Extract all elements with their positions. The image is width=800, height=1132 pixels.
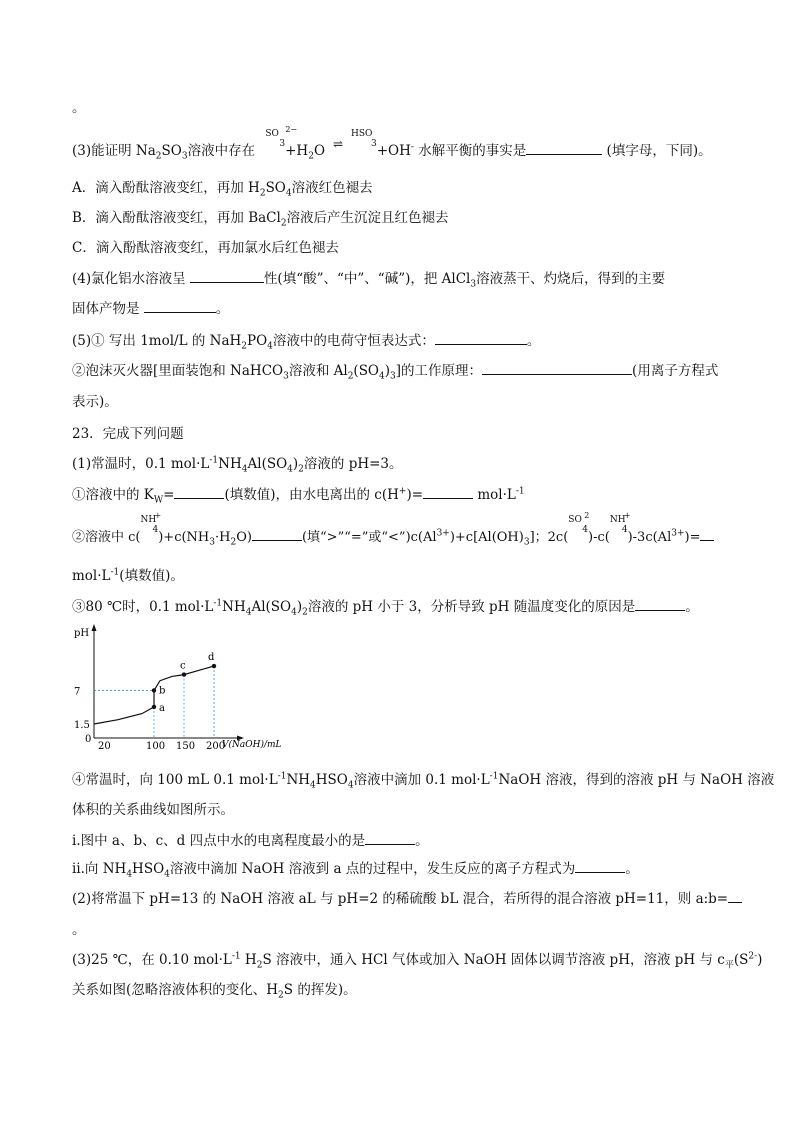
- x-tick-label: 0: [85, 734, 92, 745]
- question-23-1-conservation-cont: $mol\cdot L^{-1}$(填数值)。: [72, 567, 184, 584]
- answer-blank[interactable]: [728, 888, 742, 903]
- answer-blank[interactable]: [482, 360, 632, 375]
- point-c: [182, 672, 186, 676]
- x-tick-label: 20: [98, 741, 111, 752]
- question-23-title: 23．完成下列问题: [72, 426, 184, 442]
- option-a: A．滴入酚酞溶液变红，再加 $H_2SO_4$溶液红色褪去: [72, 180, 373, 199]
- point-label-a: a: [159, 702, 165, 714]
- question-3-h2s-cont: 关系如图(忽略溶液体积的变化、$H_2S$ 的挥发)。: [72, 982, 357, 1001]
- question-5-2-cont: 表示)。: [72, 394, 118, 410]
- sulfate-ion: SO 2 4: [568, 511, 590, 535]
- question-3-hydrolysis: (3)能证明 $Na_2SO_3$溶液中存在 SO 2− 3 $+H_2O$ ⇌ HSO 3 +OH- 水解平衡的事实是 (填字母，下同)。: [72, 125, 712, 162]
- equilibrium-arrow: ⇌: [332, 137, 344, 151]
- answer-blank[interactable]: [526, 140, 602, 155]
- question-23-1-temperature: ③80 ℃时，0.1 $mol\cdot L^{-1}NH_4Al(SO_4)_2$溶液的 pH 小于 3，分析导致 pH 随温度变化的原因是 。: [72, 596, 699, 617]
- question-23-1-conservation: ②溶液中 c( NH + 4 )$+c(NH_3\cdot H_2O)$ (填“>”“=”或“$<”)c(Al^{3+})+c[Al(OH)_3]$；2c( SO 2 4 )-c( NH + 4 )$-3c(Al^{3+})=$: [72, 524, 714, 548]
- x-tick-label: 100: [146, 741, 166, 752]
- option-c: C．滴入酚酞溶液变红，再加氯水后红色褪去: [72, 240, 339, 256]
- point-d: [212, 664, 216, 668]
- tick-labels: [74, 686, 225, 752]
- option-b: B．滴入酚酞溶液变红，再加 BaCl$_2$溶液后产生沉淀且红色褪去: [72, 210, 449, 229]
- y-tick-label: 7: [74, 686, 81, 698]
- question-5-1: (5)① 写出 1mol/L 的 $NaH_2PO_4$溶液中的电荷守恒表达式： 。: [72, 330, 540, 351]
- answer-blank[interactable]: [252, 526, 302, 541]
- y-tick-label: 1.5: [74, 720, 90, 731]
- bisulfite-ion: HSO 3: [351, 129, 377, 149]
- sub-question-ii: ⅱ.向 $NH_4HSO_4$溶液中滴加 NaOH 溶液到 a 点的过程中，发生反应的离子方程式为 。: [72, 858, 639, 879]
- answer-blank[interactable]: [190, 268, 264, 283]
- y-axis-arrow: [92, 624, 97, 631]
- answer-blank[interactable]: [365, 830, 415, 845]
- x-axis-label: V(NaOH)/mL: [222, 740, 282, 750]
- question-23-1-kw: ①溶液中的 $K_W=$ (填数值)，由水电离出的 $c(H^+)= mol\cdot L^{-1}$: [72, 484, 525, 505]
- answer-blank[interactable]: [144, 298, 216, 313]
- ammonium-ion: NH + 4: [140, 511, 162, 535]
- question-4: (4)氯化铝水溶液呈 性(填“酸”、“中”、“碱”)，把 AlCl$_3$溶液蒸干、灼烧后，得到的主要: [72, 268, 665, 289]
- answer-blank[interactable]: [174, 484, 224, 499]
- question-4-cont: 固体产物是 。: [72, 298, 229, 319]
- question-2-mixing: (2)将常温下 pH=13 的 NaOH 溶液 aL 与 pH=2 的稀硫酸 bL 混合，若所得的混合溶液 pH=11，则 a:b=: [72, 888, 742, 909]
- point-a: [152, 705, 156, 709]
- answer-blank[interactable]: [575, 858, 625, 873]
- point-label-c: c: [180, 660, 186, 672]
- point-b: [152, 688, 156, 692]
- line-period: 。: [72, 100, 86, 116]
- answer-blank[interactable]: [435, 330, 527, 345]
- question-23-1-titration-cont: 体积的关系曲线如图所示。: [72, 802, 234, 818]
- sub-question-i: ⅰ.图中 a、b、c、d 四点中水的电离程度最小的是 。: [72, 830, 429, 851]
- point-label-d: d: [208, 652, 215, 664]
- answer-blank[interactable]: [635, 596, 685, 611]
- point-label-b: b: [159, 685, 166, 697]
- y-axis-label: pH: [74, 628, 90, 639]
- question-2-mixing-cont: 。: [72, 922, 86, 938]
- titration-chart: [72, 620, 282, 752]
- ammonium-ion: NH + 4: [609, 511, 631, 535]
- sulfite-ion: SO 2− 3: [265, 125, 298, 149]
- answer-blank[interactable]: [700, 526, 714, 541]
- x-tick-label: 200: [206, 741, 226, 752]
- question-23-1-titration: ④常温时，向 100 mL 0.1 $mol\cdot L^{-1}NH_4HSO_4$溶液中滴加 0.1 $mol\cdot L^{-1}NaOH$ 溶液，得到的溶液 pH 与 NaOH 溶液: [72, 771, 775, 791]
- question-23-1: (1)常温时，0.1 $mol\cdot L^{-1}NH_4Al(SO_4)_2$溶液的 pH=3。: [72, 455, 403, 475]
- question-3-h2s: (3)25 ℃，在 0.10 $mol\cdot L^{-1}$ $H_2S$ 溶液中，通入 HCl 气体或加入 NaOH 固体以调节溶液 pH，溶液 pH 与 $c_平(S^{2-})$: [72, 951, 763, 971]
- answer-blank[interactable]: [423, 484, 473, 499]
- question-5-2: ②泡沫灭火器[里面装饱和 NaHCO$_3$溶液和 $Al_2(SO_4)_3$]的工作原理： (用离子方程式: [72, 360, 718, 381]
- x-tick-label: 150: [176, 741, 196, 752]
